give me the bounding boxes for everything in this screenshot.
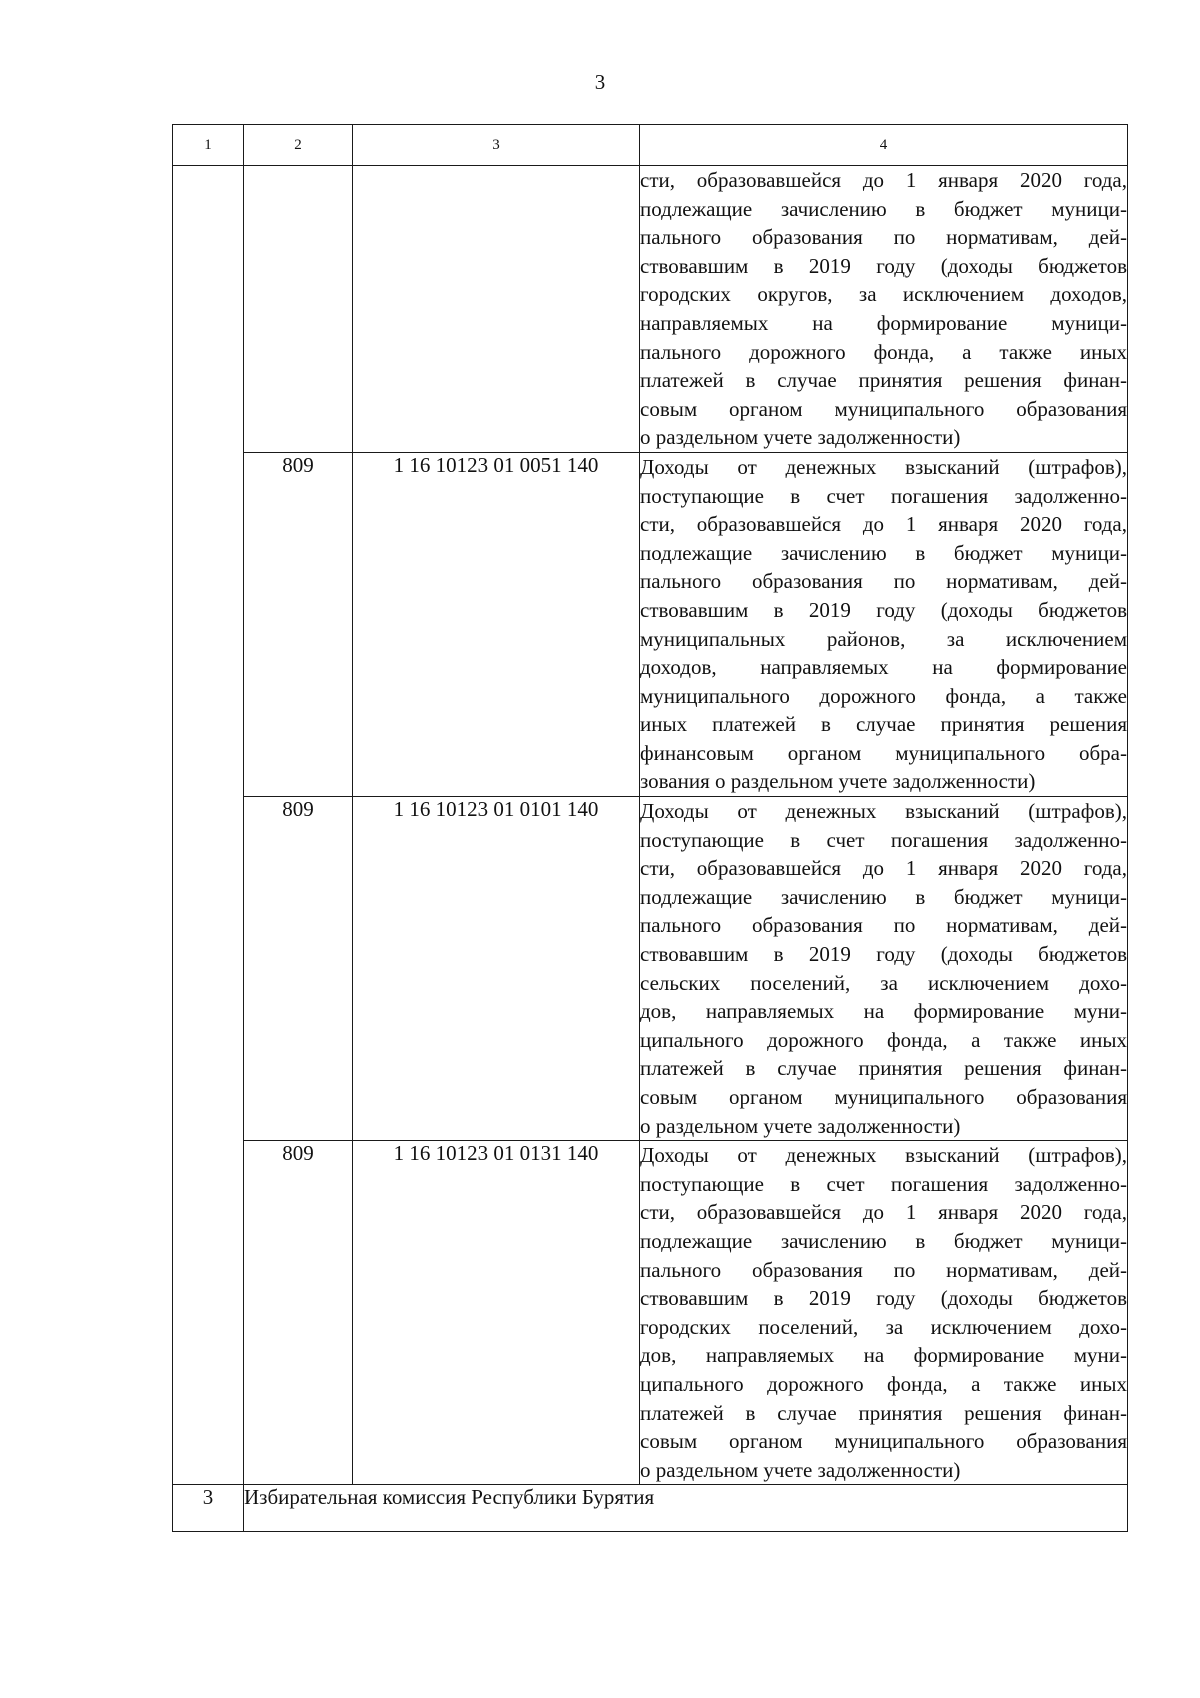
description-line: доходов, направляемых на формирование <box>640 655 1127 680</box>
description-line: направляемых на формирование муници- <box>640 310 1127 335</box>
description-line: Доходы от денежных взысканий (штрафов), <box>640 454 1127 479</box>
description-line: подлежащие зачислению в бюджет муници- <box>640 196 1127 221</box>
description-line: сти, образовавшейся до 1 января 2020 года, <box>640 512 1127 537</box>
description-line: совым органом муниципального образования <box>640 1429 1127 1454</box>
description-line: платежей в случае принятия решения финан- <box>640 368 1127 393</box>
description-line: поступающие в счет погашения задолженно- <box>640 483 1127 508</box>
description-cell <box>640 1141 1128 1485</box>
description-line: о раздельном учете задолженности) <box>640 1457 961 1482</box>
description-line: Доходы от денежных взысканий (штрафов), <box>640 799 1127 824</box>
description-line: пального образования по нормативам, дей- <box>640 913 1127 938</box>
admin-code-cell <box>244 166 353 453</box>
table-row <box>173 797 1128 1141</box>
header-cell-4: 4 <box>640 125 1128 166</box>
description-line: пального образования по нормативам, дей- <box>640 225 1127 250</box>
description-cell <box>640 797 1128 1141</box>
description-line: дов, направляемых на формирование муни- <box>640 1343 1127 1368</box>
description-line: муниципального дорожного фонда, а также <box>640 683 1127 708</box>
description-line: пального образования по нормативам, дей- <box>640 1257 1127 1282</box>
description-line: подлежащие зачислению в бюджет муници- <box>640 540 1127 565</box>
description-line: поступающие в счет погашения задолженно- <box>640 827 1127 852</box>
description-line: платежей в случае принятия решения финан- <box>640 1400 1127 1425</box>
section-number: 3 <box>173 1485 244 1532</box>
description-line: сельских поселений, за исключением дохо- <box>640 970 1127 995</box>
description-line: дов, направляемых на формирование муни- <box>640 999 1127 1024</box>
table-body <box>173 166 1128 1485</box>
description-line: ствовавшим в 2019 году (доходы бюджетов <box>640 1286 1127 1311</box>
kbk-code-cell <box>353 166 640 453</box>
description-line: ствовавшим в 2019 году (доходы бюджетов <box>640 253 1127 278</box>
header-cell-2: 2 <box>244 125 353 166</box>
description-line: ствовавшим в 2019 году (доходы бюджетов <box>640 942 1127 967</box>
description-line: пального дорожного фонда, а также иных <box>640 339 1127 364</box>
description-line: о раздельном учете задолженности) <box>640 1113 961 1138</box>
description-line: совым органом муниципального образования <box>640 1085 1127 1109</box>
description-line: ципального дорожного фонда, а также иных <box>640 1027 1127 1052</box>
description-line: муниципальных районов, за исключением <box>640 626 1127 651</box>
description-line: зования о раздельном учете задолженности) <box>640 769 1036 794</box>
header-cell-3: 3 <box>353 125 640 166</box>
group-number-cell <box>173 166 244 1485</box>
description-line: сти, образовавшейся до 1 января 2020 года, <box>640 1200 1127 1225</box>
description-line: о раздельном учете задолженности) <box>640 425 961 450</box>
description-line: городских округов, за исключением доходов, <box>640 282 1127 307</box>
description-line: Доходы от денежных взысканий (штрафов), <box>640 1143 1127 1168</box>
table-row <box>173 1141 1128 1485</box>
description-line: сти, образовавшейся до 1 января 2020 года, <box>640 856 1127 881</box>
section-title: Избирательная комиссия Республики Бурятия <box>244 1485 1128 1532</box>
revenue-codes-table <box>172 124 1128 1532</box>
description-line: совым органом муниципального образования <box>640 396 1127 421</box>
table-row <box>173 452 1128 796</box>
admin-code-cell: 809 <box>244 797 353 1141</box>
page-number: 3 <box>594 70 606 94</box>
header-cell-1: 1 <box>173 125 244 166</box>
table-header-row <box>173 125 1128 166</box>
description-line: поступающие в счет погашения задолженно- <box>640 1171 1127 1196</box>
description-line: пального образования по нормативам, дей- <box>640 569 1127 594</box>
kbk-code-cell: 1 16 10123 01 0051 140 <box>353 452 640 796</box>
admin-code-cell: 809 <box>244 452 353 796</box>
description-line: ствовавшим в 2019 году (доходы бюджетов <box>640 597 1127 622</box>
description-line: платежей в случае принятия решения финан- <box>640 1056 1127 1081</box>
admin-code-cell: 809 <box>244 1141 353 1485</box>
description-line: подлежащие зачислению в бюджет муници- <box>640 884 1127 909</box>
kbk-code-cell: 1 16 10123 01 0131 140 <box>353 1141 640 1485</box>
description-cell <box>640 166 1128 453</box>
description-cell <box>640 452 1128 796</box>
description-line: финансовым органом муниципального обра- <box>640 740 1127 765</box>
section-row <box>173 1485 1128 1532</box>
table-row <box>173 166 1128 453</box>
description-line: подлежащие зачислению в бюджет муници- <box>640 1228 1127 1253</box>
description-line: иных платежей в случае принятия решения <box>640 712 1127 737</box>
description-line: ципального дорожного фонда, а также иных <box>640 1371 1127 1396</box>
description-line: сти, образовавшейся до 1 января 2020 года, <box>640 168 1127 192</box>
description-line: городских поселений, за исключением дохо- <box>640 1314 1127 1339</box>
kbk-code-cell: 1 16 10123 01 0101 140 <box>353 797 640 1141</box>
